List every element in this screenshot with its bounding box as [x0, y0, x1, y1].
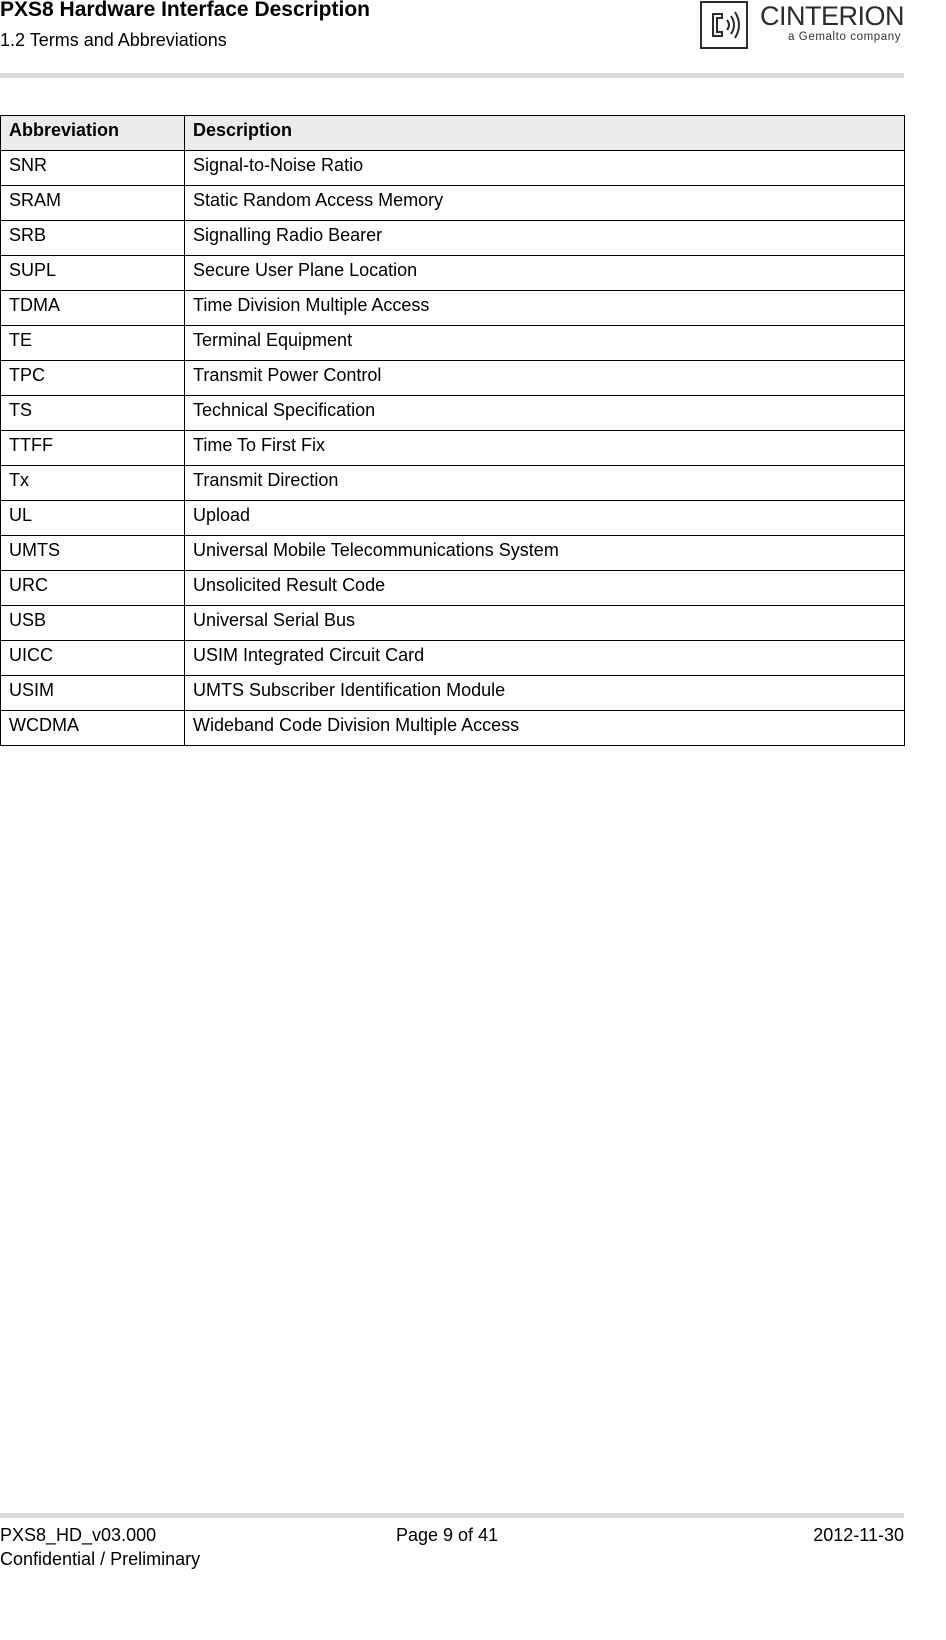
table-row [1, 361, 905, 396]
description-cell: Universal Mobile Telecommunications System [185, 536, 905, 571]
description-cell: Secure User Plane Location [185, 256, 905, 291]
table-row [1, 396, 905, 431]
abbreviation-cell: TE [1, 326, 185, 361]
description-cell: USIM Integrated Circuit Card [185, 641, 905, 676]
description-cell: Universal Serial Bus [185, 606, 905, 641]
column-header-description: Description [185, 116, 905, 151]
abbreviation-cell: UL [1, 501, 185, 536]
table-header-row [1, 116, 905, 151]
table-row [1, 256, 905, 291]
document-id: PXS8_HD_v03.000 [0, 1525, 157, 1545]
abbreviation-cell: Tx [1, 466, 185, 501]
abbreviation-cell: USIM [1, 676, 185, 711]
table-row [1, 431, 905, 466]
description-cell: Time Division Multiple Access [185, 291, 905, 326]
description-cell: Signal-to-Noise Ratio [185, 151, 905, 186]
abbreviation-cell: TDMA [1, 291, 185, 326]
section-title: 1.2 Terms and Abbreviations [0, 30, 227, 50]
header-divider [0, 73, 904, 78]
document-title: PXS8 Hardware Interface Description [0, 0, 370, 21]
table-row [1, 221, 905, 256]
table-row [1, 466, 905, 501]
abbreviation-cell: URC [1, 571, 185, 606]
abbreviation-cell: SUPL [1, 256, 185, 291]
table-row [1, 641, 905, 676]
table-row [1, 291, 905, 326]
logo-tagline: a Gemalto company [788, 31, 902, 43]
description-cell: Time To First Fix [185, 431, 905, 466]
description-cell: Signalling Radio Bearer [185, 221, 905, 256]
confidentiality-note: Confidential / Preliminary [0, 1549, 201, 1569]
page-number: Page 9 of 41 [396, 1525, 499, 1545]
table-row [1, 326, 905, 361]
abbreviation-cell: SRB [1, 221, 185, 256]
table-row [1, 536, 905, 571]
table-row [1, 501, 905, 536]
column-header-abbreviation: Abbreviation [1, 116, 185, 151]
table-row [1, 151, 905, 186]
document-date: 2012-11-30 [813, 1525, 904, 1545]
abbreviation-cell: TTFF [1, 431, 185, 466]
abbreviation-cell: USB [1, 606, 185, 641]
abbreviation-cell: TS [1, 396, 185, 431]
description-cell: Static Random Access Memory [185, 186, 905, 221]
footer-left [0, 1523, 200, 1571]
description-cell: Wideband Code Division Multiple Access [185, 711, 905, 746]
page-header [0, 0, 946, 80]
abbreviation-cell: UICC [1, 641, 185, 676]
table-row [1, 676, 905, 711]
table-row [1, 711, 905, 746]
description-cell: Transmit Direction [185, 466, 905, 501]
description-cell: Upload [185, 501, 905, 536]
table-row [1, 571, 905, 606]
description-cell: Technical Specification [185, 396, 905, 431]
abbreviation-cell: SRAM [1, 186, 185, 221]
abbreviation-cell: WCDMA [1, 711, 185, 746]
description-cell: UMTS Subscriber Identification Module [185, 676, 905, 711]
description-cell: Unsolicited Result Code [185, 571, 905, 606]
table-row [1, 606, 905, 641]
description-cell: Transmit Power Control [185, 361, 905, 396]
footer-divider [0, 1513, 904, 1518]
abbreviation-cell: UMTS [1, 536, 185, 571]
logo-wordmark: CINTERION [760, 1, 904, 31]
description-cell: Terminal Equipment [185, 326, 905, 361]
cinterion-signal-icon [700, 1, 748, 49]
abbreviation-cell: TPC [1, 361, 185, 396]
table-row [1, 186, 905, 221]
abbreviations-table [0, 115, 905, 746]
company-logo [700, 0, 910, 52]
abbreviation-cell: SNR [1, 151, 185, 186]
